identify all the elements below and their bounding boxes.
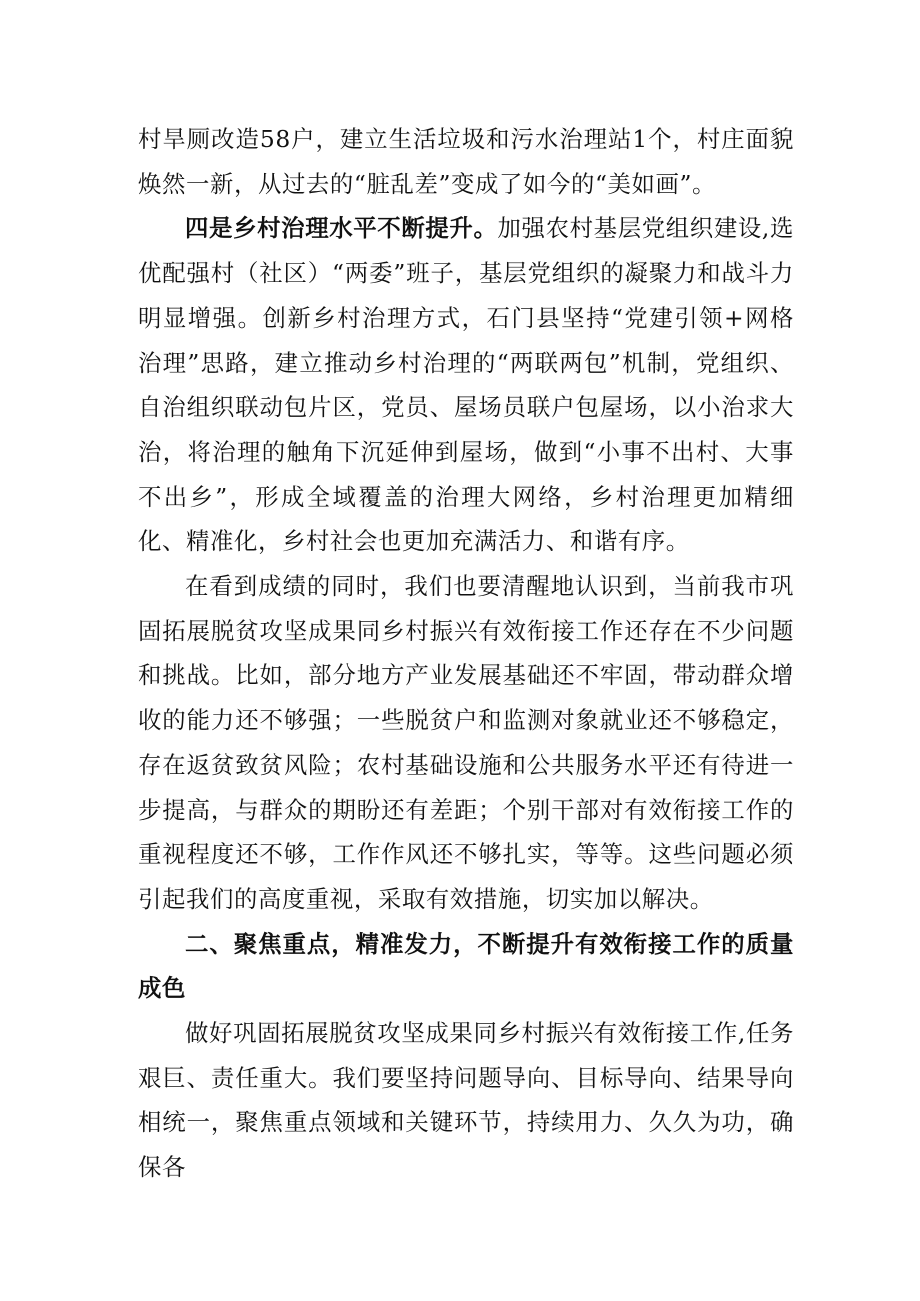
paragraph-problems: 在看到成绩的同时，我们也要清醒地认识到，当前我市巩固拓展脱贫攻坚成果同乡村振兴有效衔接工作还存在不少问题和挑战。比如，部分地方产业发展基础还不牢固，带动群众增收的能力还不够强；一些脱贫户和监测对象就业还不够稳定，存在返贫致贫风险；农村基础设施和公共服务水平还有待进一步提高，与群众的期盼还有差距；个别干部对有效衔接工作的重视程度还不够，工作作风还不够扎实，等等。这些问题必须引起我们的高度重视，采取有效措施，切实加以解决。 — [138, 572, 794, 913]
paragraph-body: 加强农村基层党组织建设,选优配强村（社区）“两委”班子，基层党组织的凝聚力和战斗力明显增强。创新乡村治理方式，石门县坚持“党建引领+网格治理”思路，建立推动乡村治理的“两联两包”机制，党组织、自治组织联动包片区，党员、屋场员联户包屋场，以小治求大治，将治理的触角下沉延伸到屋场，做到“小事不出村、大事不出乡”，形成全域覆盖的治理大网络，乡村治理更加精细化、精准化，乡村社会也更加充满活力、和谐有序。 — [138, 214, 794, 556]
paragraph-continuation: 村旱厕改造58户，建立生活垃圾和污水治理站1个，村庄面貌焕然一新，从过去的“脏乱差”变成了如今的“美如画”。 — [138, 125, 794, 198]
paragraph-rural-governance — [138, 206, 794, 564]
paragraph-section-2-intro: 做好巩固拓展脱贫攻坚成果同乡村振兴有效衔接工作,任务艰巨、责任重大。我们要坚持问题导向、目标导向、结果导向相统一，聚焦重点领域和关键环节，持续用力、久久为功，确保各 — [138, 1019, 794, 1182]
paragraph-lead-bold: 四是乡村治理水平不断提升。 — [185, 214, 498, 243]
section-heading-2: 二、聚焦重点，精准发力，不断提升有效衔接工作的质量成色 — [138, 929, 794, 1003]
document-page — [138, 117, 794, 1190]
